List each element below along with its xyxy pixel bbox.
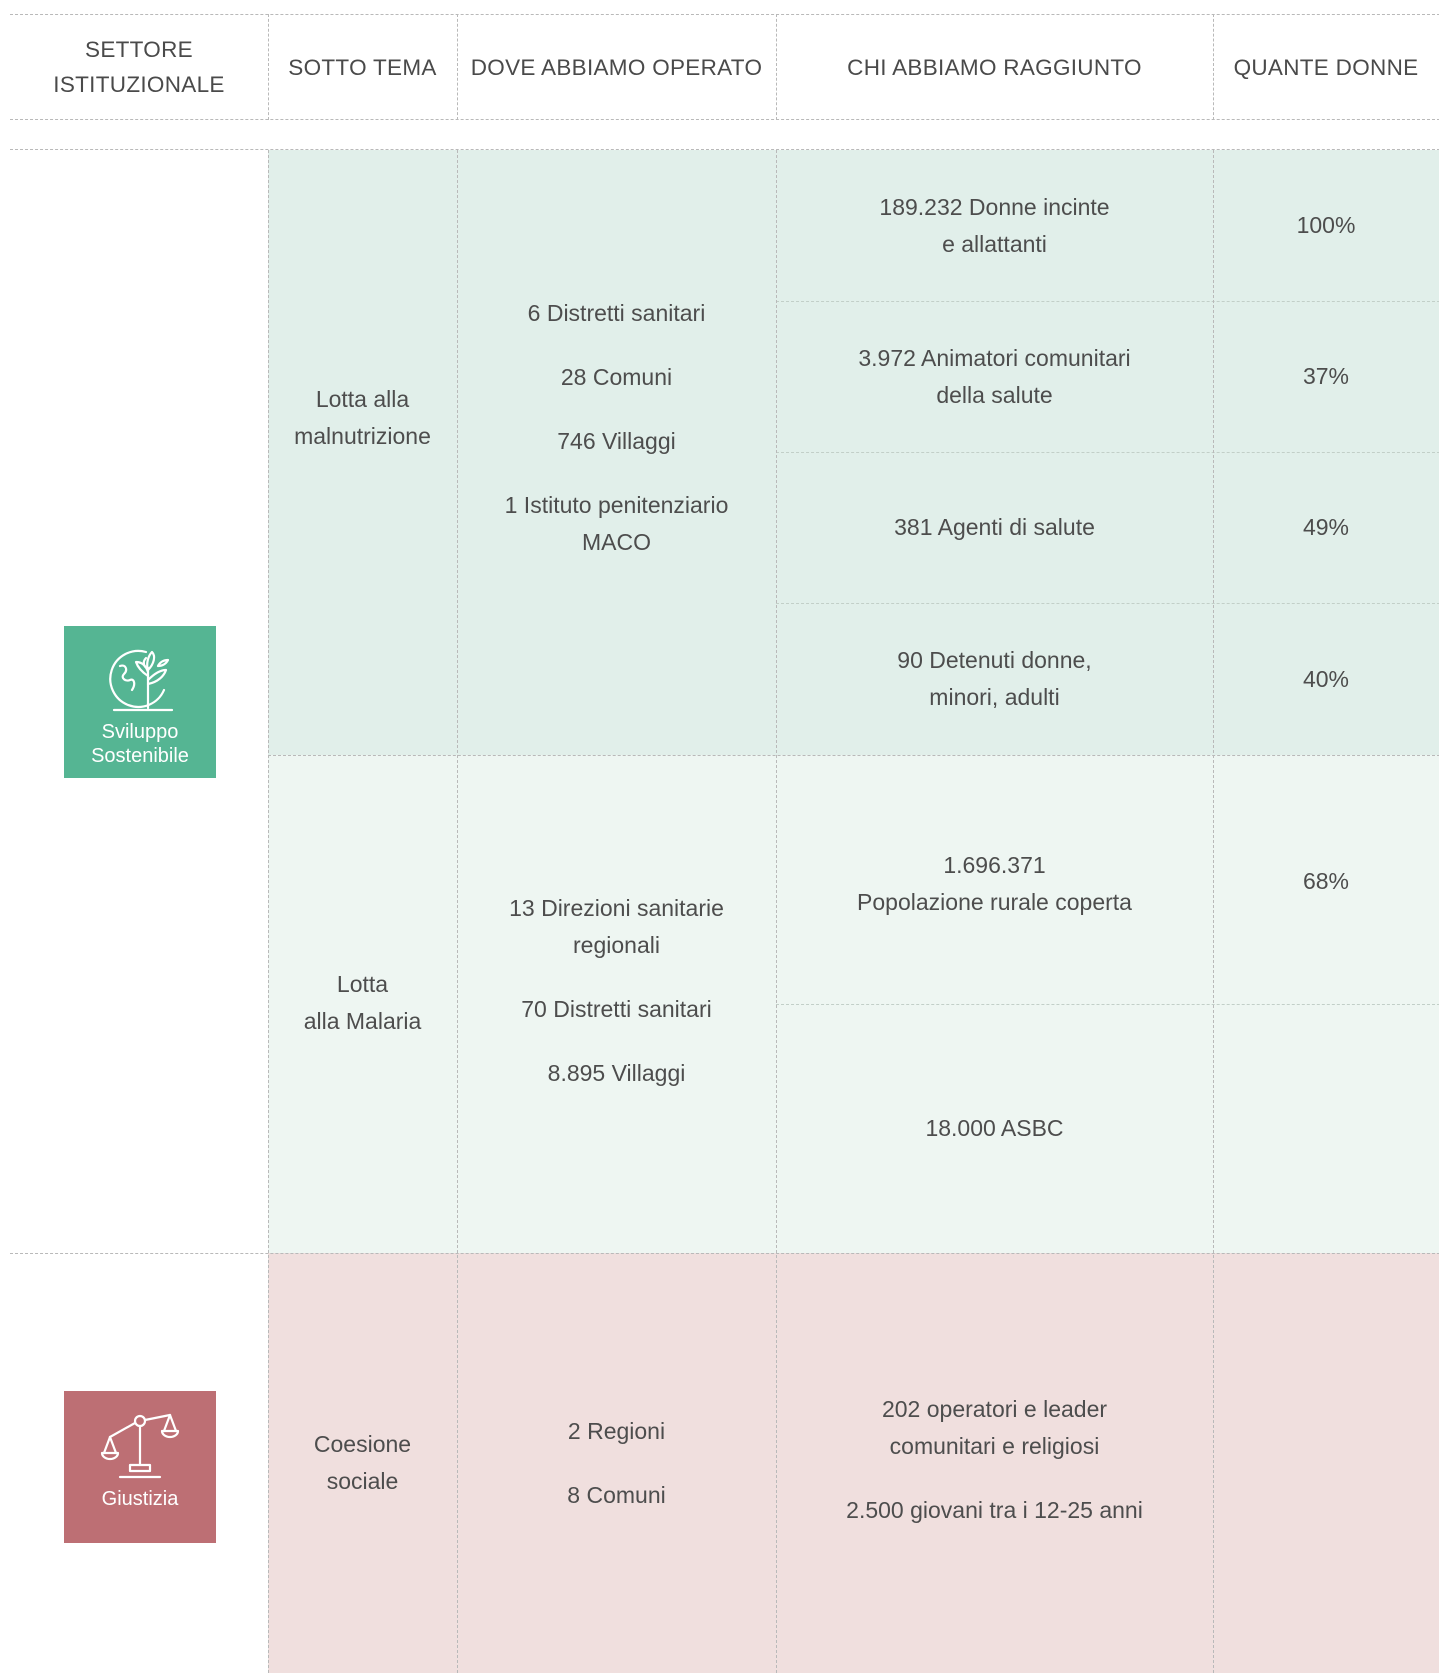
subtheme-malnutrizione bbox=[268, 150, 457, 755]
who-line: e allattanti bbox=[942, 230, 1047, 257]
header-settore-istituzionale bbox=[10, 15, 268, 119]
who-line: 2.500 giovani tra i 12-25 anni bbox=[846, 1497, 1143, 1523]
subtheme-line: Lotta bbox=[336, 971, 389, 997]
place-item: 2 Regioni bbox=[567, 1417, 666, 1444]
women-percentage: 37% bbox=[1302, 363, 1350, 389]
giustizia-label: Giustizia bbox=[101, 1488, 179, 1510]
who-cell bbox=[776, 150, 1213, 301]
place-item: 28 Comuni bbox=[560, 363, 673, 390]
sviluppo-label-line1: Sviluppo bbox=[101, 721, 179, 743]
who-cell bbox=[776, 755, 1213, 1004]
header-bottom-line bbox=[10, 119, 1439, 120]
who-cell bbox=[776, 1004, 1213, 1253]
sviluppo-sostenibile-badge bbox=[64, 626, 216, 778]
globe-plant-icon bbox=[102, 640, 178, 716]
women-percentage: 68% bbox=[1302, 868, 1350, 894]
place-item: regionali bbox=[573, 932, 660, 958]
header-settore-line2: ISTITUZIONALE bbox=[53, 72, 225, 97]
place-item: 1 Istituto penitenziario bbox=[504, 491, 729, 518]
subtheme-malaria bbox=[268, 755, 457, 1253]
header-quante-donne: QUANTE DONNE bbox=[1233, 54, 1419, 80]
who-line: della salute bbox=[936, 381, 1053, 408]
subtheme-line: malnutrizione bbox=[294, 422, 431, 449]
who-cell bbox=[776, 603, 1213, 755]
places-malnutrizione bbox=[457, 150, 776, 755]
place-item: 70 Distretti sanitari bbox=[521, 996, 712, 1022]
who-line: 381 Agenti di salute bbox=[894, 514, 1095, 540]
header-settore-line1: SETTORE bbox=[85, 37, 193, 62]
who-line: 90 Detenuti donne, bbox=[897, 647, 1092, 673]
place-item: 13 Direzioni sanitarie bbox=[509, 895, 724, 921]
places-coesione bbox=[457, 1253, 776, 1673]
who-line: 1.696.371 bbox=[943, 852, 1046, 878]
header-chi-abbiamo-raggiunto: CHI ABBIAMO RAGGIUNTO bbox=[847, 54, 1142, 80]
place-item: 6 Distretti sanitari bbox=[527, 299, 706, 326]
places-malaria bbox=[457, 755, 776, 1253]
header-sotto-tema: SOTTO TEMA bbox=[288, 54, 437, 80]
who-line: 189.232 Donne incinte bbox=[879, 193, 1110, 220]
scales-of-justice-icon bbox=[98, 1409, 182, 1485]
giustizia-badge bbox=[64, 1391, 216, 1543]
subtheme-coesione-sociale bbox=[268, 1253, 457, 1673]
place-item: 8.895 Villaggi bbox=[547, 1060, 686, 1086]
women-percentage: 49% bbox=[1302, 514, 1350, 540]
place-item: 8 Comuni bbox=[567, 1481, 666, 1508]
who-cell bbox=[776, 301, 1213, 452]
place-item: MACO bbox=[582, 528, 651, 555]
who-line: 3.972 Animatori comunitari bbox=[858, 344, 1131, 371]
who-line: 202 operatori e leader bbox=[881, 1396, 1108, 1422]
who-line: 18.000 ASBC bbox=[925, 1115, 1064, 1141]
who-line: Popolazione rurale coperta bbox=[857, 889, 1132, 915]
sviluppo-label-line2: Sostenibile bbox=[91, 745, 189, 767]
subtheme-line: Coesione bbox=[313, 1431, 412, 1457]
women-percentage: 40% bbox=[1302, 665, 1350, 692]
who-cell bbox=[776, 452, 1213, 603]
header-dove-abbiamo-operato: DOVE ABBIAMO OPERATO bbox=[470, 54, 763, 80]
who-line: comunitari e religiosi bbox=[889, 1433, 1100, 1459]
subtheme-line: alla Malaria bbox=[303, 1008, 422, 1034]
women-percentage: 100% bbox=[1296, 212, 1356, 238]
subtheme-line: Lotta alla bbox=[315, 385, 410, 412]
who-line: minori, adulti bbox=[929, 684, 1060, 710]
who-cell bbox=[776, 1253, 1213, 1673]
subtheme-line: sociale bbox=[326, 1468, 399, 1494]
place-item: 746 Villaggi bbox=[557, 427, 676, 454]
